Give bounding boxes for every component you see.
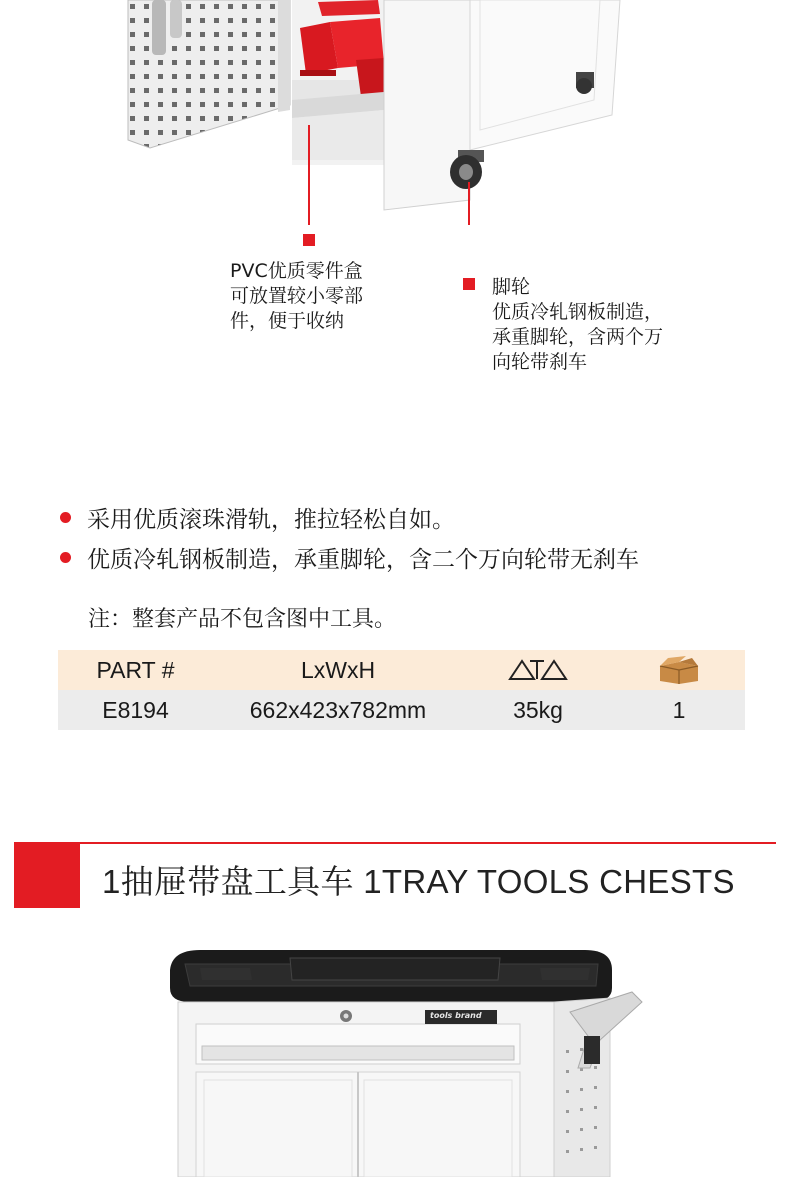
cell-part: E8194 xyxy=(102,696,169,723)
bullet-dot-icon xyxy=(60,552,71,563)
feature-text: 优质冷轧钢板制造，承重脚轮，含二个万向轮带无刹车 xyxy=(87,547,639,573)
header-part: PART # xyxy=(96,656,175,683)
section-divider xyxy=(14,842,776,844)
spec-table-row xyxy=(58,690,745,730)
brand-logo: tools brand xyxy=(430,1011,482,1020)
note-text: 注：整套产品不包含图中工具。 xyxy=(88,607,397,632)
weight-scale-icon xyxy=(463,650,613,690)
feature-item xyxy=(60,501,455,534)
spec-table-header xyxy=(58,650,745,690)
cell-qty: 1 xyxy=(672,696,686,723)
section-accent-block xyxy=(14,844,80,908)
cell-weight: 35kg xyxy=(513,696,563,723)
cell-dims: 662x423x782mm xyxy=(249,696,427,723)
spec-table xyxy=(58,650,745,730)
callout-marker-bins xyxy=(303,234,315,246)
bullet-dot-icon xyxy=(60,512,71,523)
callout-marker-caster xyxy=(463,278,475,290)
section-title: 1抽屉带盘工具车 1TRAY TOOLS CHESTS xyxy=(102,863,735,900)
header-dims: LxWxH xyxy=(300,656,376,683)
feature-text: 采用优质滚珠滑轨，推拉轻松自如。 xyxy=(87,507,455,533)
tool-cart-image xyxy=(0,940,800,1177)
carton-box-icon xyxy=(613,650,745,690)
callout-caster-text: 脚轮 优质冷轧钢板制造， 承重脚轮，含两个万 向轮带刹车 xyxy=(492,276,664,373)
cabinet-illustration xyxy=(0,0,800,225)
top-cabinet-image xyxy=(0,0,800,225)
callout-bins-text: PVC优质零件盒 可放置较小零部 件，便于收纳 xyxy=(230,260,364,332)
feature-item xyxy=(60,541,639,574)
